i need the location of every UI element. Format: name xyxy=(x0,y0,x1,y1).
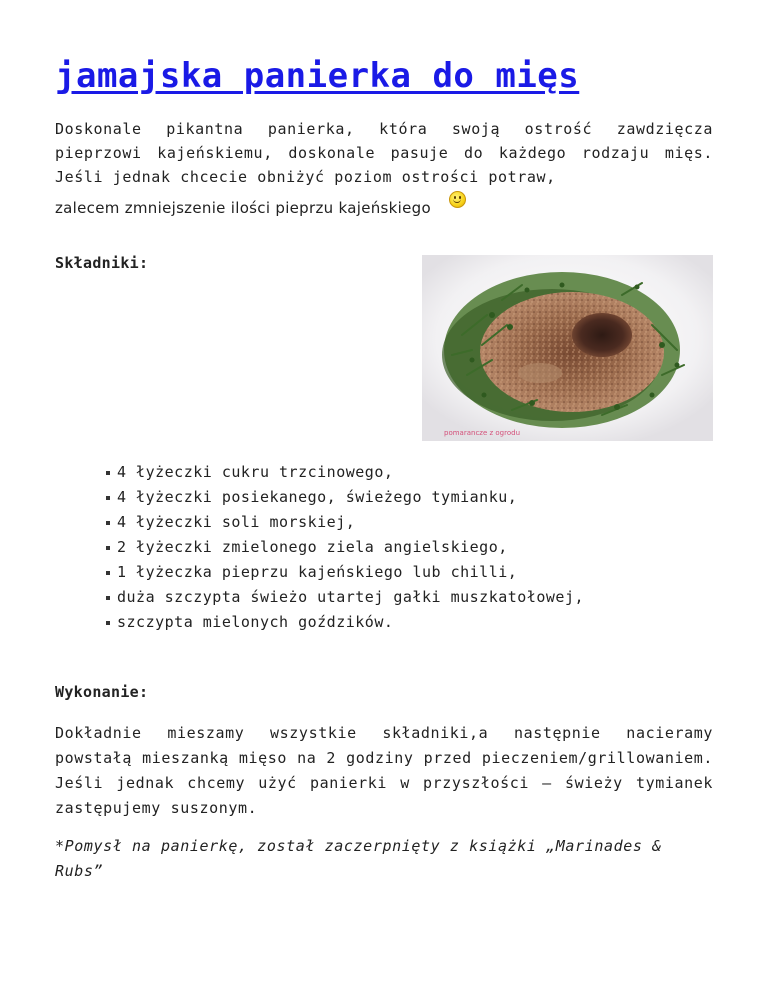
intro-last-line-text: zalecem zmniejszenie ilości pieprzu kajeńskiego xyxy=(55,199,431,217)
spice-rub-photo-image xyxy=(422,255,713,441)
source-note: *Pomysł na panierkę, został zaczerpnięty z książki „Marinades & Rubs” xyxy=(55,837,662,880)
ingredient-item: duża szczypta świeżo utartej gałki muszkatołowej, xyxy=(105,585,584,610)
spice-rub-photo xyxy=(422,255,713,441)
article xyxy=(55,55,713,880)
ingredients-list xyxy=(105,460,584,635)
ingredients-heading: Składniki: xyxy=(55,254,149,272)
ingredient-item: szczypta mielonych goździków. xyxy=(105,610,584,635)
ingredient-item: 1 łyżeczka pieprzu kajeńskiego lub chilli, xyxy=(105,560,584,585)
ingredient-item: 4 łyżeczki soli morskiej, xyxy=(105,510,584,535)
ingredient-item: 2 łyżeczki zmielonego ziela angielskiego, xyxy=(105,535,584,560)
ingredient-item: 4 łyżeczki posiekanego, świeżego tymianku, xyxy=(105,485,584,510)
ingredient-item: 4 łyżeczki cukru trzcinowego, xyxy=(105,460,584,485)
smiley-face-icon xyxy=(449,191,466,208)
intro-last-line xyxy=(55,191,713,221)
intro-text: Doskonale pikantna panierka, która swoją ostrość zawdzięcza pieprzowi kajeńskiemu, doskonale pasuje do każdego rodzaju mięs. Jeśli jednak chcecie obniżyć poziom ostrości potraw, xyxy=(55,120,713,186)
method-paragraph: Dokładnie mieszamy wszystkie składniki,a następnie nacieramy powstałą mieszanką mięso na 2 godziny przed pieczeniem/grillowaniem. Jeśli jednak chcemy użyć panierki w przyszłości – świeży tymianek zastępujemy suszonym. xyxy=(55,724,713,817)
article-title-link[interactable]: jamajska panierka do mięs xyxy=(55,56,580,96)
photo-watermark: pomarancze z ogrodu xyxy=(444,429,521,437)
intro-paragraph xyxy=(55,117,713,221)
method-heading: Wykonanie: xyxy=(55,683,149,701)
